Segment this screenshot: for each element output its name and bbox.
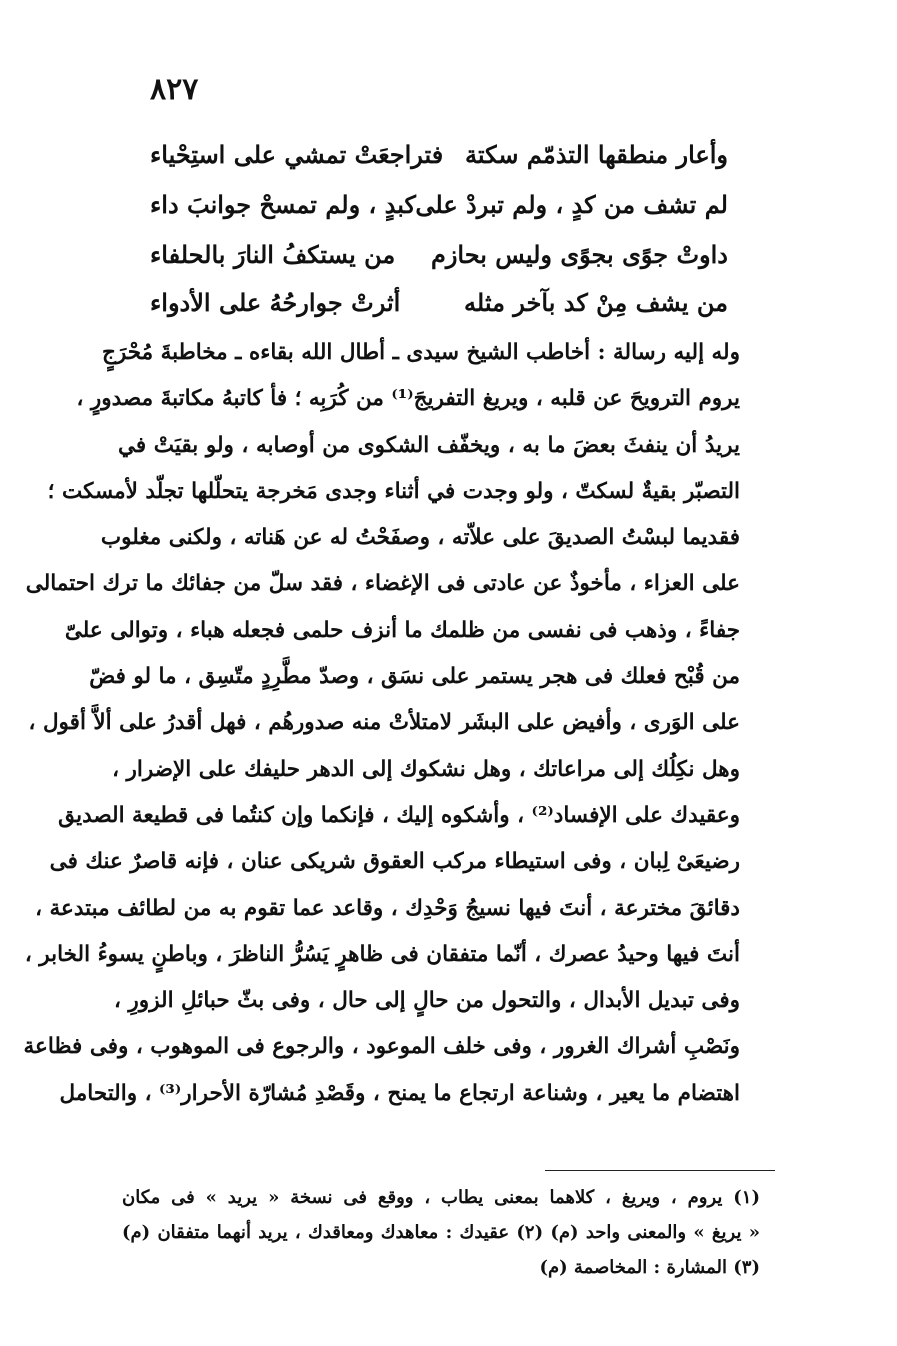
verse-line — [150, 190, 728, 238]
footnote-divider — [545, 1170, 775, 1171]
footnote-line: (١) يروم ، ويريغ ، كلاهما بمعنى يطاب ، ووقع فى نسخة « يريد » فى مكان — [122, 1187, 760, 1208]
prose-line: وعقيدك على الإفساد⁽²⁾ ، وأشكوه إليك ، فإنكما وإن كنتُما فى قطيعة الصديق — [58, 802, 740, 828]
verse-hemistich-second: أثرتْ جوارحُهُ على الأدواء — [150, 288, 401, 317]
verse-line — [150, 288, 728, 336]
verse-hemistich-second: كبدٍ ، ولم تمسحْ جوانبَ داء — [150, 190, 416, 219]
verse-hemistich-first: لم تشف من كدٍ ، ولم تبردْ على — [415, 190, 728, 219]
verse-hemistich-second: فتراجعَتْ تمشي على استِحْياء — [150, 140, 444, 169]
footnote-line: « يريغ » والمعنى واحد (م) (٢) عقيدك : معاهدك ومعاقدك ، يريد أنهما متفقان (م) — [122, 1222, 761, 1243]
prose-line: دقائقَ مخترعة ، أنتَ فيها نسيجُ وَحْدِك ، وقاعد عما تقوم به من لطائف مبتدعة ، — [35, 895, 740, 921]
prose-line: وله إليه رسالة : أخاطب الشيخ سيدى ـ أطال الله بقاءه ـ مخاطبةَ مُحْرَجٍ — [101, 340, 740, 365]
prose-line: على العزاء ، مأخوذٌ عن عادتى فى الإغضاء ، فقد سلّ من جفائك ما ترك احتمالى — [25, 571, 740, 597]
prose-line: التصبّر بقيةٌ لسكتّ ، ولو وجدت في أثناء وجدى مَخرجة يتحلّلها تجلّد لأمسكت ؛ — [47, 478, 740, 504]
verse-hemistich-first: من يشف مِنْ كد بآخر مثله — [464, 288, 728, 317]
footnote-line: (٣) المشارة : المخاصمة (م) — [539, 1257, 760, 1278]
prose-line: اهتضام ما يعير ، وشناعة ارتجاع ما يمنح ، وقَصْدِ مُشارّة الأحرار⁽³⁾ ، والتحامل — [59, 1080, 740, 1106]
prose-line: وفى تبديل الأبدال ، والتحول من حالٍ إلى حال ، وفى بثّ حبائلِ الزورِ ، — [114, 988, 740, 1014]
verse-hemistich-first: وأعار منطقها التذمّم سكتة — [465, 140, 728, 169]
verse-line — [150, 140, 728, 188]
prose-line: رضيعَىْ لِبان ، وفى استيطاء مركب العقوق شريكى عنان ، فإنه قاصرٌ عنك فى — [49, 849, 740, 875]
page-number: ٨٢٧ — [150, 72, 199, 107]
verse-line — [150, 240, 728, 288]
prose-line: ونَصْبِ أشراك الغرور ، وفى خلف الموعود ، والرجوع فى الموهوب ، وفى فظاعة — [23, 1034, 740, 1060]
footnotes — [122, 1180, 760, 1285]
prose-line: يروم الترويحَ عن قلبه ، ويريغ التفريجَ⁽¹⁾ من كُرَبِه ؛ فأ كاتبهُ مكاتبةَ مصدورٍ ، — [76, 386, 740, 412]
prose-body — [23, 330, 740, 1117]
prose-line: من قُبْح فعلك فى هجر يستمر على نسَق ، وصدّ مطَّرِدٍ متّسِق ، ما لو فضّ — [89, 664, 740, 690]
prose-line: على الوَرى ، وأفيض على البشَر لامتلأتْ منه صدورهُم ، فهل أقدرُ على ألاَّ أقول ، — [28, 710, 740, 736]
prose-line: أنتَ فيها وحيدُ عصرك ، أنّما متفقان فى ظاهرٍ يَسُرُّ الناظرَ ، وباطنٍ يسوءُ الخابر ، — [24, 941, 740, 967]
prose-line: جفاءً ، وذهب فى نفسى من ظلمك ما أنزف حلمى فجعله هباء ، وتوالى علىّ — [64, 617, 740, 643]
prose-line: فقديما لبسْتُ الصديقَ على علاّته ، وصفَحْتُ له عن هَناته ، ولكنى مغلوب — [100, 525, 740, 551]
verse-hemistich-second: من يستكفُ النارَ بالحلفاء — [150, 240, 396, 269]
prose-line: يريدُ أن ينفثَ بعضَ ما به ، ويخفّف الشكوى من أوصابه ، ولو بقيَتْ في — [118, 432, 740, 458]
verse-hemistich-first: داوتْ جوًى بجوًى وليس بحازم — [430, 240, 728, 269]
prose-line: وهل نكِلُك إلى مراعاتك ، وهل نشكوك إلى الدهر حليفك على الإضرار ، — [112, 756, 740, 782]
